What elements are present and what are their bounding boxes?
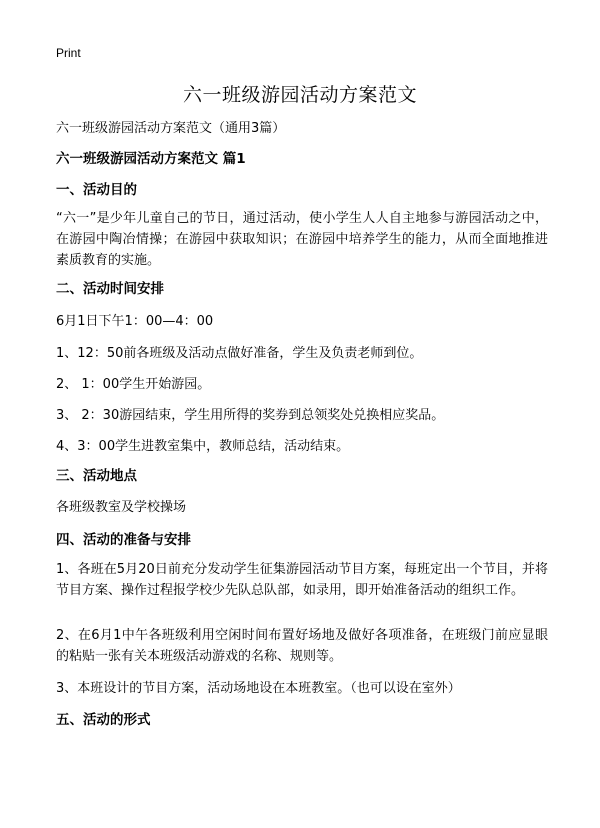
article-heading: 六一班级游园活动方案范文 篇1 xyxy=(56,151,246,167)
preparation-item-3: 3、本班设计的节目方案，活动场地设在本班教室。（也可以设在室外） xyxy=(56,681,461,696)
section-heading-preparation: 四、活动的准备与安排 xyxy=(56,532,191,548)
schedule-item-2: 2、 1：00学生开始游园。 xyxy=(56,377,211,392)
section-heading-schedule: 二、活动时间安排 xyxy=(56,281,164,297)
section-paragraph-purpose: “六一”是少年儿童自己的节日，通过活动，使小学生人人自主地参与游园活动之中，在游园中陶冶情操；在游园中获取知识；在游园中培养学生的能力，从而全面地推进素质教育的实施。 xyxy=(56,211,548,268)
preparation-item-1: 1、各班在5月20日前充分发动学生征集游园活动节目方案，每班定出一个节目，并将节目方案、操作过程报学校少先队总队部，如录用，即开始准备活动的组织工作。 xyxy=(56,562,548,598)
section-heading-location: 三、活动地点 xyxy=(56,468,137,484)
schedule-item-1: 1、12：50前各班级及活动点做好准备，学生及负责老师到位。 xyxy=(56,346,423,361)
section-heading-format: 五、活动的形式 xyxy=(56,712,151,728)
document-subtitle: 六一班级游园活动方案范文（通用3篇） xyxy=(56,121,286,136)
print-link[interactable]: Print xyxy=(56,46,81,60)
preparation-item-2: 2、在6月1中午各班级利用空闲时间布置好场地及做好各项准备，在班级门前应显眼的粘贴一张有关本班级活动游戏的名称、规则等。 xyxy=(56,628,548,664)
section-paragraph-location: 各班级教室及学校操场 xyxy=(56,500,187,515)
schedule-time-range: 6月1日下午1：00—4：00 xyxy=(56,314,214,329)
page-title: 六一班级游园活动方案范文 xyxy=(182,84,417,106)
schedule-item-4: 4、3：00学生进教室集中，教师总结，活动结束。 xyxy=(56,439,350,454)
section-heading-purpose: 一、活动目的 xyxy=(56,182,137,198)
schedule-item-3: 3、 2：30游园结束，学生用所得的奖券到总领奖处兑换相应奖品。 xyxy=(56,408,445,423)
